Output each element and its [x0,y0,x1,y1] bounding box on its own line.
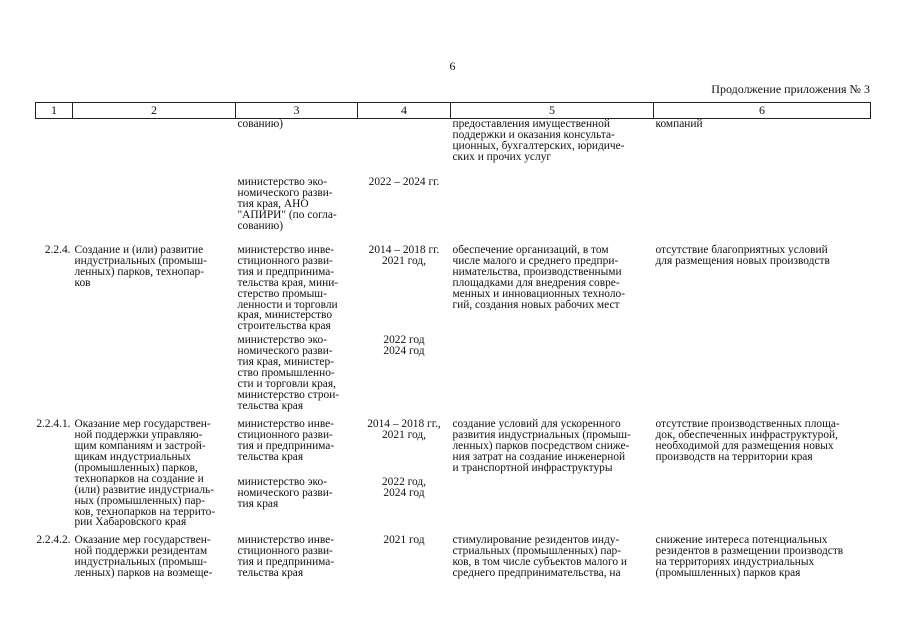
item-number [36,332,73,415]
item-number: 2.2.4. [44,244,71,256]
period-primary: 2014 – 2018 гг., 2021 год, [367,418,441,442]
risks-cell: отсутствие благоприятных условий для размещения новых производств [655,244,830,267]
column-number: 5 [451,103,654,119]
item-number: 2.2.4.1. [36,418,71,431]
page-number: 6 [449,59,456,73]
column-number: 2 [73,103,236,119]
period-cell: 2022 год 2024 год [383,334,425,358]
continuation-caption: Продолжение приложения № 3 [711,82,870,96]
table-row [36,177,871,239]
table-row [36,332,871,415]
executor-primary: министерство инве- стиционного разви- тия и предпринима- тельства края [237,418,335,463]
result-cell [451,332,654,415]
table-row [36,415,871,531]
risks-cell [654,332,871,415]
period-secondary: 2022 год, 2024 год [381,476,427,500]
executor-cell: министерство инве- стиционного разви- тия и предпринима- тельства края [237,534,335,579]
appendix-table [35,102,871,579]
column-number: 1 [36,103,73,119]
table-row [36,531,871,579]
result-cell: создание условий для ускоренного развития индустриальных (промыш- ленных) парков посредством сниже- ния затрат на создание инженерной и транспортной инфраструктуры [452,418,631,474]
measure-cell: Оказание мер государствен- ной поддержки управляю- щим компаниям и застрой- щикам индустриальных (промышленных) парков, технопарков на создание и (или) развитие индустриаль- ных (промышленных) пар- ков, технопарков на террито- рии Хабаровского края [74,418,216,529]
measure-cell [73,177,236,239]
measure-cell [73,119,236,178]
executor-cell [236,415,358,531]
column-number: 6 [654,103,871,119]
item-number: 2.2.4.2. [36,534,71,547]
measure-cell [73,332,236,415]
risks-cell: отсутствие производственных площа- док, обеспеченных инфраструктурой, необходимой для размещения новых производств на территории края [655,418,840,463]
item-number [36,177,73,239]
item-number [36,119,73,178]
column-number-row [36,103,871,119]
period-cell [358,415,451,531]
table-row [36,119,871,178]
result-cell: предоставления имущественной поддержки и оказания консульта- ционных, бухгалтерских, юридиче- ских и прочих услуг [452,118,625,163]
result-cell: обеспечение организаций, в том числе малого и среднего предпри- нимательства, производственными площадками для внедрения совре- менных и инновационных техноло- гий, создания новых рабочих мест [452,244,626,311]
measure-cell: Создание и (или) развитие индустриальных (промыш- ленных) парков, технопар- ков [74,244,207,289]
result-cell: стимулирование резидентов инду- стриальных (промышленных) пар- ков, в том числе субъектов малого и среднего предпринимательства, на [452,534,628,579]
executor-cell: министерство эко- номического разви- тия края, министер- ство промышленно- сти и торговли края, министерство строи- тельства края [237,334,340,412]
table-row [36,239,871,332]
risks-cell: снижение интереса потенциальных резидентов в размещении производств на территориях индустриальных (промышленных) парков края [655,534,844,579]
risks-cell [654,177,871,239]
column-number: 3 [236,103,358,119]
period-cell: 2021 год [383,534,425,547]
executor-secondary: министерство эко- номического разви- тия края [237,476,333,511]
executor-cell: министерство эко- номического разви- тия края, АНО "АПИРИ" (по согла- сованию) [237,176,337,232]
period-cell: 2014 – 2018 гг. 2021 год, [368,244,440,267]
period-cell: 2022 – 2024 гг. [368,176,440,188]
risks-cell: компаний [655,118,703,130]
column-number: 4 [358,103,451,119]
executor-cell: министерство инве- стиционного разви- тия и предпринима- тельства края, мини- стерство промыш- ленности и торговли края, министерство строительства края [237,244,339,333]
measure-cell: Оказание мер государствен- ной поддержки резидентам индустриальных (промыш- ленных) парков на возмеще- [74,534,213,579]
period-cell [358,119,451,178]
result-cell [451,177,654,239]
executor-cell: сованию) [237,118,284,130]
